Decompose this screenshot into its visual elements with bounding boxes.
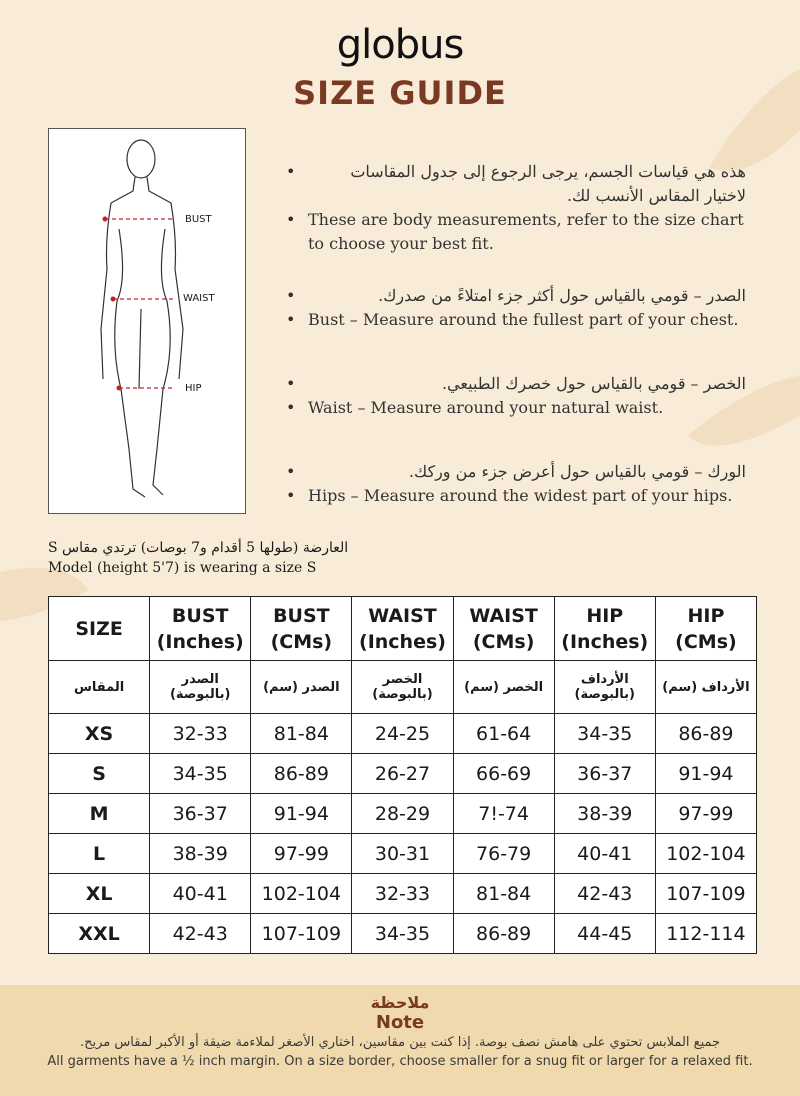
table-row [49,754,757,794]
model-info [48,538,348,578]
header-label: WAIST [368,604,437,627]
measurement-cell: 36-37 [150,794,251,834]
bust-instruction-ar: الصدر – قومي بالقياس حول أكثر جزء امتلاءً من صدرك. [378,286,746,305]
table-row [49,794,757,834]
page-title: SIZE GUIDE [293,74,507,112]
measurement-cell: 34-35 [352,914,453,954]
brand-logo: globus [336,22,464,68]
column-header-ar: الأرداف (سم) [655,661,756,714]
measurement-cell: 32-33 [150,714,251,754]
measurement-cell: 28-29 [352,794,453,834]
measurement-cell: 91-94 [251,794,352,834]
hip-instruction-en: Hips – Measure around the widest part of your hips. [308,486,733,505]
measurement-cell: 44-45 [554,914,655,954]
measurement-cell: 42-43 [554,874,655,914]
measurement-cell: 30-31 [352,834,453,874]
measurement-cell: 91-94 [655,754,756,794]
header-unit: (CMs) [270,630,333,653]
measurement-cell: 34-35 [150,754,251,794]
bust-label: BUST [185,214,212,225]
measurement-cell: 97-99 [655,794,756,834]
column-header-ar: الصدر (سم) [251,661,352,714]
header-label: BUST [273,604,330,627]
measurement-instructions: • هذه هي قياسات الجسم، يرجى الرجوع إلى جدول المقاسات لاختيار المقاس الأنسب لك. • These are body measurements, refer to the size chart to choose your best fit. • الصدر – قومي بالقياس حول أكثر جزء امتلاءً من صدرك. • Bust – Measure around the fullest part of your chest. • الخصر – قومي بالقياس حول خصرك الطبيعي. • Waist – Measure around your natural waist. • الورك – قومي بالقياس حول أعرض جزء من وركك. • Hips – Measure around the widest part of your hips. [286,160,746,536]
measurement-cell: 40-41 [554,834,655,874]
size-cell: XS [49,714,150,754]
measurement-cell: 81-84 [453,874,554,914]
measurement-cell: 86-89 [251,754,352,794]
instruction-en: These are body measurements, refer to the size chart to choose your best fit. [308,210,744,253]
header-row [49,597,757,661]
size-cell: M [49,794,150,834]
measurement-cell: 61-64 [453,714,554,754]
header-label: HIP [586,604,624,627]
measurement-cell: 24-25 [352,714,453,754]
hip-label: HIP [185,383,202,394]
header-unit: (Inches) [561,630,649,653]
waist-instruction-ar: الخصر – قومي بالقياس حول خصرك الطبيعي. [441,374,746,393]
note-text-ar: جميع الملابس تحتوي على هامش نصف بوصة. إذا كنت بين مقاسين، اختاري الأصغر لملاءمة ضيقة أو الأكبر لمقاس مريح. [79,1035,721,1050]
column-header [453,597,554,661]
measurement-cell: 107-109 [251,914,352,954]
size-cell: S [49,754,150,794]
measurement-cell: 97-99 [251,834,352,874]
column-header-ar: الصدر (بالبوصة) [150,661,251,714]
column-header-ar: الخصر (سم) [453,661,554,714]
table-row [49,834,757,874]
table-row [49,914,757,954]
hip-instruction-ar: الورك – قومي بالقياس حول أعرض جزء من وركك. [408,462,746,481]
column-header [554,597,655,661]
size-cell: XXL [49,914,150,954]
note-title: Note [375,1012,425,1033]
measurement-cell: 38-39 [150,834,251,874]
measurement-cell: 38-39 [554,794,655,834]
measurement-cell: 42-43 [150,914,251,954]
column-header [251,597,352,661]
instruction-ar: هذه هي قياسات الجسم، يرجى الرجوع إلى جدول المقاسات لاختيار المقاس الأنسب لك. [350,162,746,205]
bust-instruction-en: Bust – Measure around the fullest part of your chest. [308,310,739,329]
table-row [49,714,757,754]
measurement-cell: 36-37 [554,754,655,794]
header-label: BUST [171,604,229,627]
header-label: SIZE [75,617,123,640]
header-unit: (Inches) [359,630,446,653]
measurement-cell: 26-27 [352,754,453,794]
size-chart-table [48,596,757,954]
size-cell: XL [49,874,150,914]
note-title-ar: ملاحظة [370,993,430,1012]
measurement-cell: 102-104 [251,874,352,914]
table-row [49,874,757,914]
model-info-en: Model (height 5'7) is wearing a size S [48,560,317,576]
column-header-ar: الأرداف (بالبوصة) [554,661,655,714]
measurement-cell: 76-79 [453,834,554,874]
note-text-en: All garments have a ½ inch margin. On a size border, choose smaller for a snug fit or larger for a relaxed fit. [47,1054,753,1069]
header-label: HIP [687,604,725,627]
waist-instruction-en: Waist – Measure around your natural waist. [308,398,664,417]
column-header [49,597,150,661]
measurement-cell: 66-69 [453,754,554,794]
column-header [352,597,453,661]
column-header [655,597,756,661]
body-measurement-figure [48,128,246,514]
measurement-cell: 7!-74 [453,794,554,834]
measurement-cell: 107-109 [655,874,756,914]
measurement-cell: 112-114 [655,914,756,954]
column-header-ar: الخصر (بالبوصة) [352,661,453,714]
measurement-cell: 81-84 [251,714,352,754]
measurement-cell: 102-104 [655,834,756,874]
model-info-ar: العارضة (طولها 5 أقدام و7 بوصات) ترتدي مقاس S [48,540,349,556]
measurement-cell: 40-41 [150,874,251,914]
measurement-cell: 86-89 [655,714,756,754]
header-unit: (Inches) [156,630,244,653]
column-header-ar: المقاس [49,661,150,714]
measurement-cell: 86-89 [453,914,554,954]
size-cell: L [49,834,150,874]
header-unit: (CMs) [675,630,737,653]
header-label: WAIST [469,604,538,627]
header-row-arabic [49,661,757,714]
waist-label: WAIST [183,293,215,304]
note-section [0,985,800,1096]
header-unit: (CMs) [472,630,535,653]
column-header [150,597,251,661]
measurement-cell: 32-33 [352,874,453,914]
measurement-cell: 34-35 [554,714,655,754]
